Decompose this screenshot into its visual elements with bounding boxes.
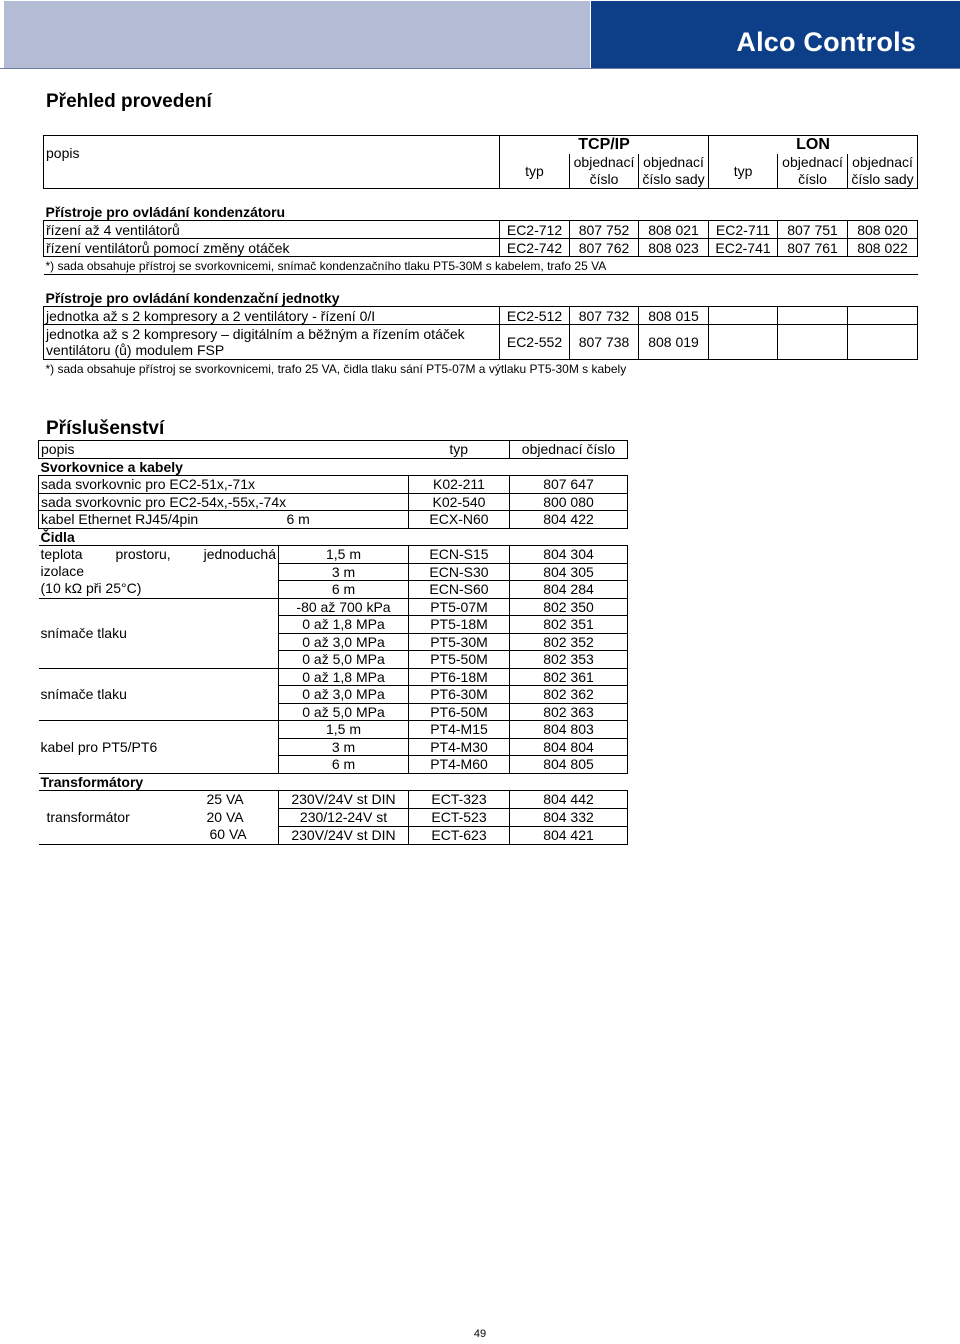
teplota-word: prostoru, <box>115 546 171 562</box>
row-popis-line2: ventilátoru (ů) modulem FSP <box>46 342 225 358</box>
row-tcp-obj: 807 732 <box>570 307 639 325</box>
row-obj: 802 361 <box>510 668 628 686</box>
row-lon-sady <box>848 307 918 325</box>
row-popis: kabel Ethernet RJ45/4pin <box>39 511 279 529</box>
row-lon-typ <box>709 325 778 360</box>
row-popis: řízení až 4 ventilátorů <box>44 221 500 239</box>
row-typ: PT6-30M <box>409 686 510 704</box>
row-lon-sady: 808 020 <box>848 221 918 239</box>
row-spec: 230V/24V st DIN <box>279 791 409 809</box>
row-typ: ECT-623 <box>409 826 510 844</box>
table-row <box>39 791 628 809</box>
group-title-condensing-unit: Přístroje pro ovládání kondenzační jednotky <box>44 289 918 307</box>
col-header-tcp-obj: objednací číslo <box>570 154 639 189</box>
row-tcp-obj: 807 738 <box>570 325 639 360</box>
row-typ: ECX-N60 <box>409 511 510 529</box>
row-tcp-typ: EC2-712 <box>500 221 570 239</box>
row-typ: ECT-523 <box>409 808 510 826</box>
row-lon-obj <box>778 325 848 360</box>
row-typ: PT4-M30 <box>409 738 510 756</box>
overview-table <box>43 135 918 377</box>
row-typ: PT4-M15 <box>409 721 510 739</box>
teplota-line3: (10 kΩ při 25°C) <box>40 580 142 596</box>
row-spec: 1,5 m <box>279 546 409 564</box>
row-popis: jednotka až s 2 kompresory a 2 ventilátory - řízení 0/I <box>44 307 500 325</box>
group-title-row <box>44 289 918 307</box>
row-popis-line1: jednotka až s 2 kompresory – digitálním a běžným a řízením otáček <box>46 326 465 342</box>
row-obj: 802 362 <box>510 686 628 704</box>
row-lon-sady: 808 022 <box>848 239 918 257</box>
row-typ: ECN-S15 <box>409 546 510 564</box>
transformator-va: 20 VA <box>206 808 244 825</box>
page-number: 49 <box>473 1328 487 1340</box>
row-spec: 6 m <box>279 756 409 774</box>
row-tcp-sady: 808 015 <box>639 307 709 325</box>
col-header-lon-typ: typ <box>709 154 778 189</box>
group-header-tcp: TCP/IP <box>500 136 709 155</box>
pt5-label: snímače tlaku <box>39 598 279 668</box>
row-lon-obj: 807 751 <box>778 221 848 239</box>
table-row <box>44 325 918 360</box>
col-header-popis: popis <box>44 136 500 189</box>
subheading-row <box>39 528 628 546</box>
table-row <box>39 546 628 564</box>
row-tcp-typ: EC2-742 <box>500 239 570 257</box>
table-row <box>44 307 918 325</box>
row-obj: 802 351 <box>510 616 628 634</box>
teplota-word: jednoduchá <box>203 546 276 562</box>
row-typ: PT6-50M <box>409 703 510 721</box>
brand-logo: Alco Controls <box>736 27 916 57</box>
row-obj: 804 803 <box>510 721 628 739</box>
row-obj: 804 332 <box>510 808 628 826</box>
table-row <box>39 668 628 686</box>
header-rule <box>0 68 960 69</box>
row-tcp-typ: EC2-552 <box>500 325 570 360</box>
subheading-row <box>39 773 628 791</box>
row-obj: 804 805 <box>510 756 628 774</box>
table-row <box>39 476 628 494</box>
row-lon-typ <box>709 307 778 325</box>
row-typ: K02-211 <box>409 476 510 494</box>
col-header-popis: popis <box>39 441 409 459</box>
row-obj: 802 353 <box>510 651 628 669</box>
subheading-transformatory: Transformátory <box>40 773 144 790</box>
col-header-lon-sady: objednací číslo sady <box>848 154 918 189</box>
group-note: *) sada obsahuje přístroj se svorkovnicemi, snímač kondenzačního tlaku PT5-30M s kabelem, trafo 25 VA <box>44 257 918 275</box>
table-row <box>44 221 918 239</box>
row-spec: 230/12-24V st <box>279 808 409 826</box>
row-spec: 6 m <box>279 581 409 599</box>
group-title-row <box>44 203 918 221</box>
row-obj: 802 352 <box>510 633 628 651</box>
header-band-right <box>591 1 960 68</box>
row-lon-obj: 807 761 <box>778 239 848 257</box>
row-obj: 800 080 <box>510 493 628 511</box>
pt6-label: snímače tlaku <box>39 668 279 721</box>
spacer <box>44 275 918 290</box>
kabel-label: kabel pro PT5/PT6 <box>39 721 279 774</box>
group-header-lon: LON <box>709 136 918 155</box>
row-spec: 0 až 5,0 MPa <box>279 651 409 669</box>
row-spec: -80 až 700 kPa <box>279 598 409 616</box>
row-tcp-obj: 807 762 <box>570 239 639 257</box>
row-spec: 6 m <box>279 511 409 529</box>
row-tcp-obj: 807 752 <box>570 221 639 239</box>
row-popis: sada svorkovnic pro EC2-54x,-55x,-74x <box>39 493 409 511</box>
row-obj: 804 442 <box>510 791 628 809</box>
row-typ: PT5-18M <box>409 616 510 634</box>
row-spec: 3 m <box>279 738 409 756</box>
row-obj: 804 422 <box>510 511 628 529</box>
subheading-svorkovnice: Svorkovnice a kabely <box>39 458 628 476</box>
row-spec: 3 m <box>279 563 409 581</box>
row-tcp-sady: 808 023 <box>639 239 709 257</box>
table-row <box>39 721 628 739</box>
row-obj: 807 647 <box>510 476 628 494</box>
group-note: *) sada obsahuje přístroj se svorkovnicemi, trafo 25 VA, čidla tlaku sání PT5-07M a výtlaku PT5-30M s kabely <box>45 361 627 376</box>
row-spec: 0 až 3,0 MPa <box>279 633 409 651</box>
row-lon-obj <box>778 307 848 325</box>
row-tcp-sady: 808 019 <box>639 325 709 360</box>
row-lon-typ: EC2-711 <box>709 221 778 239</box>
transformator-cell <box>39 791 279 845</box>
row-typ: PT4-M60 <box>409 756 510 774</box>
teplota-line1 <box>41 546 277 563</box>
accessories-table <box>38 440 628 845</box>
row-typ: PT5-50M <box>409 651 510 669</box>
transformator-label: transformátor <box>46 809 130 826</box>
row-lon-sady <box>848 325 918 360</box>
row-obj: 804 421 <box>510 826 628 844</box>
row-tcp-sady: 808 021 <box>639 221 709 239</box>
row-obj: 804 804 <box>510 738 628 756</box>
note-row <box>44 360 918 378</box>
teplota-label <box>39 546 279 599</box>
row-obj: 804 304 <box>510 546 628 564</box>
row-obj: 802 363 <box>510 703 628 721</box>
row-spec: 0 až 3,0 MPa <box>279 686 409 704</box>
subheading-row <box>39 458 628 476</box>
col-header-lon-obj: objednací číslo <box>778 154 848 189</box>
note-row <box>44 257 918 275</box>
row-obj: 802 350 <box>510 598 628 616</box>
row-typ: ECN-S30 <box>409 563 510 581</box>
row-typ: PT6-18M <box>409 668 510 686</box>
col-header-tcp-typ: typ <box>500 154 570 189</box>
section-title-accessories: Příslušenství <box>46 418 165 439</box>
row-typ: ECT-323 <box>409 791 510 809</box>
transformator-block <box>39 791 279 844</box>
table-row <box>39 511 628 529</box>
transformator-va-list <box>207 791 247 844</box>
row-lon-typ: EC2-741 <box>709 239 778 257</box>
row-spec: 0 až 1,8 MPa <box>279 616 409 634</box>
row-typ: PT5-30M <box>409 633 510 651</box>
row-spec: 230V/24V st DIN <box>279 826 409 844</box>
table-row <box>39 598 628 616</box>
col-header-tcp-sady: objednací číslo sady <box>639 154 709 189</box>
transformator-va: 25 VA <box>206 791 244 807</box>
header-band-left <box>4 1 590 68</box>
teplota-word: teplota <box>40 546 83 562</box>
group-title-condenser: Přístroje pro ovládání kondenzátoru <box>44 203 918 221</box>
row-typ: K02-540 <box>409 493 510 511</box>
row-popis <box>44 325 500 360</box>
table-row <box>44 239 918 257</box>
accessories-header-row <box>39 441 628 459</box>
row-obj: 804 284 <box>510 581 628 599</box>
row-spec: 0 až 1,8 MPa <box>279 668 409 686</box>
spacer <box>44 189 918 204</box>
subheading-cidla: Čidla <box>40 528 75 545</box>
row-typ: PT5-07M <box>409 598 510 616</box>
row-spec: 0 až 5,0 MPa <box>279 703 409 721</box>
section-title-overview: Přehled provedení <box>46 91 212 112</box>
row-popis: sada svorkovnic pro EC2-51x,-71x <box>39 476 409 494</box>
row-spec: 1,5 m <box>279 721 409 739</box>
transformator-va: 60 VA <box>209 826 247 842</box>
overview-header-row-1 <box>44 136 918 155</box>
col-header-typ: typ <box>409 441 510 459</box>
row-obj: 804 305 <box>510 563 628 581</box>
teplota-line2: izolace <box>40 563 85 579</box>
col-header-obj: objednací číslo <box>510 441 628 459</box>
row-typ: ECN-S60 <box>409 581 510 599</box>
table-row <box>39 493 628 511</box>
row-tcp-typ: EC2-512 <box>500 307 570 325</box>
row-popis: řízení ventilátorů pomocí změny otáček <box>44 239 500 257</box>
